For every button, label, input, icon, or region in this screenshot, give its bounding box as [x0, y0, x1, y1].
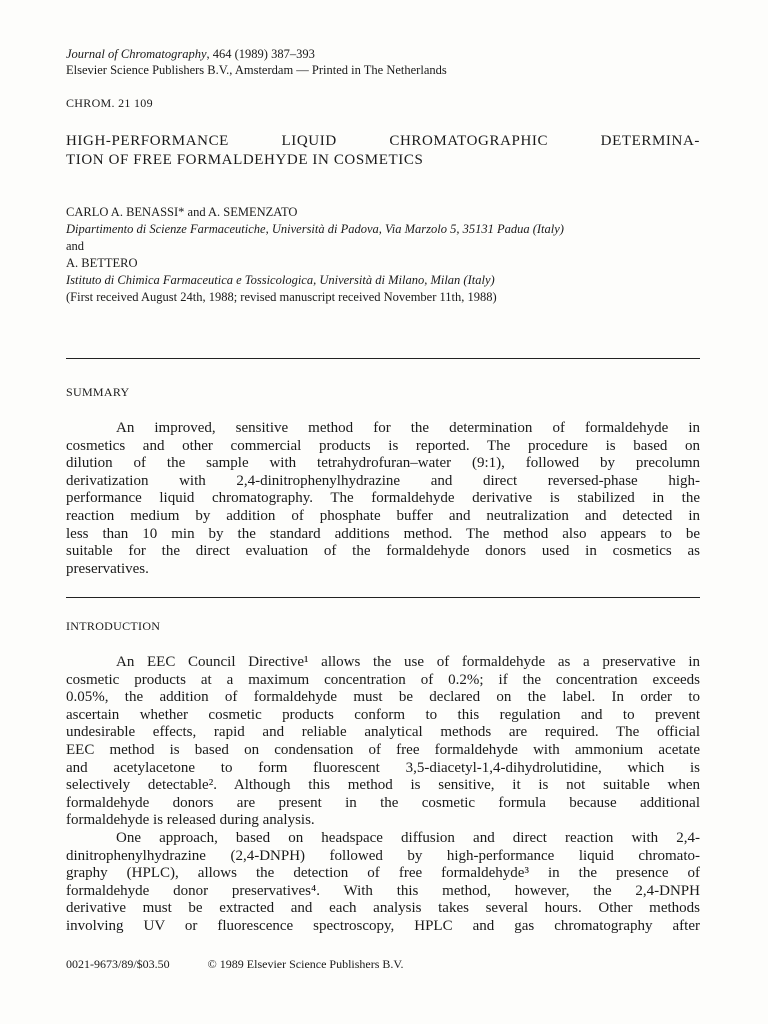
affiliation-2: Istituto di Chimica Farmaceutica e Tossicologica, Università di Milano, Milan (Italy) — [66, 273, 495, 287]
authors-and: and — [66, 239, 85, 253]
title-line-2: TION OF FREE FORMALDEHYDE IN COSMETICS — [66, 152, 424, 168]
text-line: formaldehyde donor preservatives⁴. With this method, however, the 2,4-DNPH — [66, 882, 700, 899]
authors-group-2: A. BETTERO — [66, 256, 138, 270]
text-line: cosmetics and other commercial products is reported. The procedure is based on — [66, 437, 700, 454]
article-title — [66, 132, 700, 170]
text-line: 0.05%, the addition of formaldehyde must be declared on the label. In order to — [66, 689, 700, 706]
text-line: undesirable effects, rapid and reliable analytical methods are required. The official — [66, 724, 700, 741]
introduction-heading: INTRODUCTION — [66, 619, 161, 633]
text-line: reaction medium by addition of phosphate buffer and neutralization and detected in — [66, 507, 700, 524]
text-line: derivatization with 2,4-dinitrophenylhydrazine and direct reversed-phase high- — [66, 472, 700, 489]
introduction-paragraph-1 — [66, 654, 700, 830]
chrom-id: CHROM. 21 109 — [66, 96, 153, 110]
text-line: involving UV or fluorescence spectroscopy, HPLC and gas chromatography after — [66, 917, 700, 934]
text-line: suitable for the direct evaluation of the formaldehyde donors used in cosmetics as — [66, 543, 700, 560]
text-line: cosmetic products at a maximum concentration of 0.2%; if the concentration exceeds — [66, 671, 700, 688]
footer-copyright: © 1989 Elsevier Science Publishers B.V. — [207, 957, 404, 971]
affiliation-1: Dipartimento di Scienze Farmaceutiche, Università di Padova, Via Marzolo 5, 35131 Padua (Italy) — [66, 222, 564, 236]
summary-paragraph — [66, 420, 700, 578]
text-line: selectively detectable². Although this method is sensitive, it is not suitable when — [66, 777, 700, 794]
authors-group-1: CARLO A. BENASSI* and A. SEMENZATO — [66, 205, 298, 219]
text-line: ascertain whether cosmetic products conform to this regulation and to prevent — [66, 706, 700, 723]
divider-top — [66, 358, 700, 359]
text-line: performance liquid chromatography. The formaldehyde derivative is stabilized in the — [66, 490, 700, 507]
text-line: dilution of the sample with tetrahydrofuran–water (9:1), followed by precolumn — [66, 455, 700, 472]
footer — [66, 957, 404, 972]
text-line: less than 10 min by the standard additions method. The method also appears to be — [66, 525, 700, 542]
text-line: An EEC Council Directive¹ allows the use of formaldehyde as a preservative in — [116, 654, 700, 670]
text-line: preservatives. — [66, 560, 149, 577]
text-line: graphy (HPLC), allows the detection of free formaldehyde³ in the presence of — [66, 865, 700, 882]
divider-bottom — [66, 597, 700, 598]
received-dates: (First received August 24th, 1988; revised manuscript received November 11th, 1988) — [66, 290, 497, 304]
text-line: dinitrophenylhydrazine (2,4-DNPH) followed by high-performance liquid chromato- — [66, 847, 700, 864]
introduction-paragraph-2 — [66, 830, 700, 936]
summary-heading: SUMMARY — [66, 385, 130, 399]
text-line: One approach, based on headspace diffusion and direct reaction with 2,4- — [116, 830, 700, 846]
publisher-line: Elsevier Science Publishers B.V., Amsterdam — Printed in The Netherlands — [66, 63, 447, 77]
title-line-1: HIGH-PERFORMANCE LIQUID CHROMATOGRAPHIC DETERMINA- — [66, 133, 700, 149]
footer-code: 0021-9673/89/$03.50 — [66, 957, 170, 971]
page — [66, 0, 700, 1024]
text-line: and acetylacetone to form fluorescent 3,5-diacetyl-1,4-dihydrolutidine, which is — [66, 759, 700, 776]
text-line: EEC method is based on condensation of free formaldehyde with ammonium acetate — [66, 741, 700, 758]
journal-volume: , 464 (1989) 387–393 — [206, 47, 315, 61]
author-block — [66, 204, 700, 306]
text-line: An improved, sensitive method for the determination of formaldehyde in — [116, 420, 700, 436]
journal-citation — [66, 46, 315, 62]
text-line: formaldehyde is released during analysis. — [66, 812, 315, 829]
text-line: formaldehyde donors are present in the cosmetic formula because additional — [66, 794, 700, 811]
journal-name: Journal of Chromatography — [66, 47, 207, 61]
text-line: derivative must be extracted and each analysis takes several hours. Other methods — [66, 900, 700, 917]
